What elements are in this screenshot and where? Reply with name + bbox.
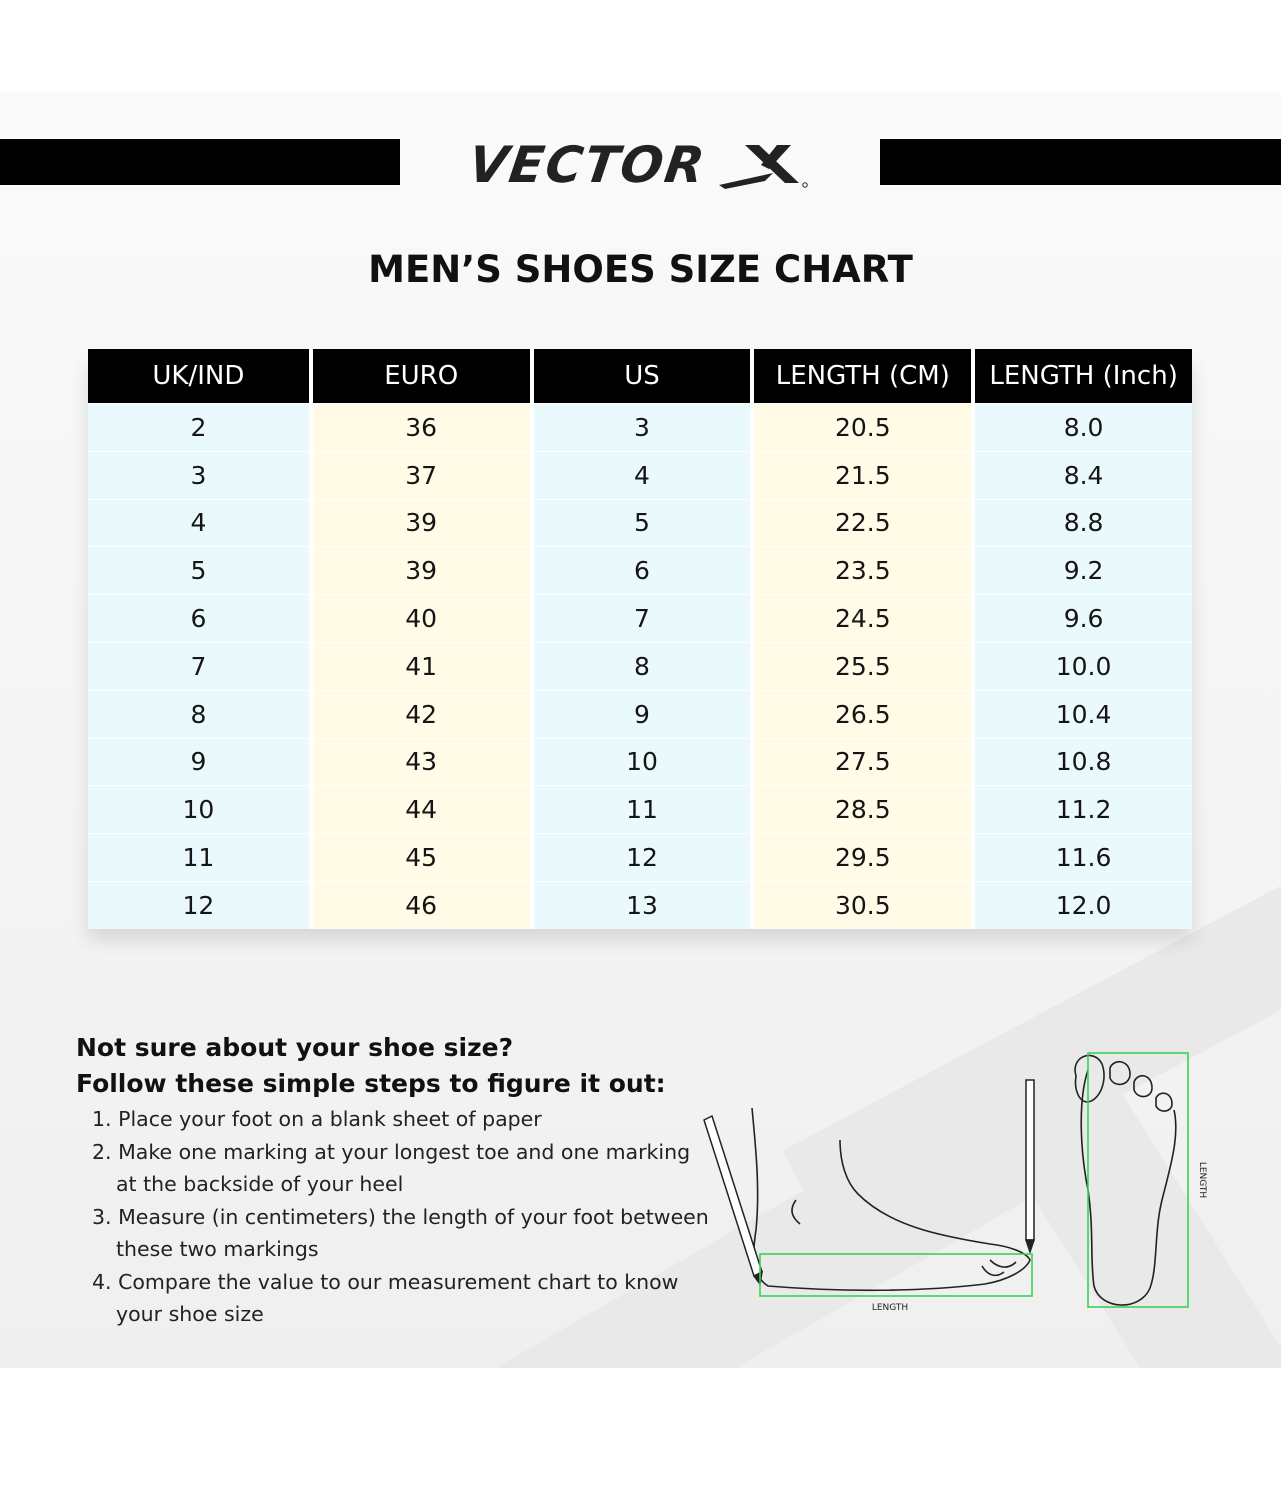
table-row xyxy=(88,738,1192,786)
table-cell: 10.0 xyxy=(971,642,1192,690)
pencil-icon xyxy=(1026,1080,1034,1252)
table-cell: 41 xyxy=(309,642,530,690)
brand-name: VECTOR xyxy=(464,136,710,194)
table-cell: 42 xyxy=(309,690,530,738)
table-cell: 8 xyxy=(530,642,751,690)
table-header-row xyxy=(88,349,1192,403)
table-cell: 9 xyxy=(88,738,309,786)
table-cell: 21.5 xyxy=(750,451,971,499)
guide-heading-line: Follow these simple steps to figure it out: xyxy=(76,1069,666,1098)
table-cell: 28.5 xyxy=(750,785,971,833)
table-cell: 29.5 xyxy=(750,833,971,881)
table-cell: 27.5 xyxy=(750,738,971,786)
table-cell: 9.6 xyxy=(971,594,1192,642)
table-cell: 25.5 xyxy=(750,642,971,690)
table-cell: 26.5 xyxy=(750,690,971,738)
guide-steps-list xyxy=(92,1103,712,1331)
table-cell: 7 xyxy=(530,594,751,642)
brand-bar-left xyxy=(0,139,400,185)
table-cell: 13 xyxy=(530,881,751,929)
table-cell: 10.4 xyxy=(971,690,1192,738)
table-cell: 8.0 xyxy=(971,403,1192,451)
table-cell: 46 xyxy=(309,881,530,929)
table-row xyxy=(88,451,1192,499)
table-cell: 10 xyxy=(530,738,751,786)
table-cell: 2 xyxy=(88,403,309,451)
column-header: LENGTH (Inch) xyxy=(971,349,1192,403)
table-cell: 11.2 xyxy=(971,785,1192,833)
table-cell: 5 xyxy=(530,499,751,547)
table-cell: 10 xyxy=(88,785,309,833)
guide-step: 4. Compare the value to our measurement chart to know your shoe size xyxy=(92,1269,679,1326)
table-cell: 22.5 xyxy=(750,499,971,547)
foot-measurement-illustration xyxy=(690,1040,1210,1330)
table-cell: 37 xyxy=(309,451,530,499)
table-row xyxy=(88,546,1192,594)
column-header: US xyxy=(530,349,751,403)
table-row xyxy=(88,785,1192,833)
column-header: UK/IND xyxy=(88,349,309,403)
brand-bar-right xyxy=(880,139,1281,185)
table-cell: 11.6 xyxy=(971,833,1192,881)
table-cell: 4 xyxy=(88,499,309,547)
guide-step: 1. Place your foot on a blank sheet of paper xyxy=(92,1107,542,1131)
table-cell: 12 xyxy=(530,833,751,881)
table-cell: 11 xyxy=(530,785,751,833)
table-row xyxy=(88,642,1192,690)
table-row xyxy=(88,594,1192,642)
length-label-side: LENGTH xyxy=(871,1303,909,1313)
table-cell: 4 xyxy=(530,451,751,499)
table-cell: 10.8 xyxy=(971,738,1192,786)
table-cell: 23.5 xyxy=(750,546,971,594)
page-title: MEN’S SHOES SIZE CHART xyxy=(368,248,913,291)
column-header: LENGTH (CM) xyxy=(750,349,971,403)
table-cell: 3 xyxy=(530,403,751,451)
top-foot-icon xyxy=(1075,1055,1176,1305)
table-cell: 12.0 xyxy=(971,881,1192,929)
table-cell: 43 xyxy=(309,738,530,786)
table-cell: 7 xyxy=(88,642,309,690)
guide-step: 3. Measure (in centimeters) the length of your foot between these two markings xyxy=(92,1204,709,1261)
table-cell: 39 xyxy=(309,499,530,547)
table-row xyxy=(88,403,1192,451)
brand-logo xyxy=(430,130,850,200)
table-cell: 9 xyxy=(530,690,751,738)
table-cell: 8.8 xyxy=(971,499,1192,547)
table-cell: 44 xyxy=(309,785,530,833)
table-row xyxy=(88,690,1192,738)
table-cell: 12 xyxy=(88,881,309,929)
table-cell: 36 xyxy=(309,403,530,451)
guide-heading xyxy=(76,1030,666,1102)
size-chart-table xyxy=(88,349,1192,924)
length-label-top: LENGTH xyxy=(1197,1161,1207,1199)
column-header: EURO xyxy=(309,349,530,403)
side-foot-icon xyxy=(752,1108,1030,1290)
table-row xyxy=(88,881,1192,929)
length-box-top xyxy=(1088,1053,1188,1307)
table-cell: 8 xyxy=(88,690,309,738)
table-cell: 9.2 xyxy=(971,546,1192,594)
guide-step: 2. Make one marking at your longest toe and one marking at the backside of your heel xyxy=(92,1139,691,1196)
guide-heading-line: Not sure about your shoe size? xyxy=(76,1033,514,1062)
table-cell: 24.5 xyxy=(750,594,971,642)
pencil-icon xyxy=(704,1116,762,1284)
table-cell: 11 xyxy=(88,833,309,881)
table-cell: 6 xyxy=(88,594,309,642)
table-cell: 39 xyxy=(309,546,530,594)
table-cell: 30.5 xyxy=(750,881,971,929)
table-cell: 40 xyxy=(309,594,530,642)
table-cell: 3 xyxy=(88,451,309,499)
table-row xyxy=(88,499,1192,547)
table-row xyxy=(88,833,1192,881)
table-cell: 20.5 xyxy=(750,403,971,451)
table-cell: 8.4 xyxy=(971,451,1192,499)
table-cell: 45 xyxy=(309,833,530,881)
x-swoosh-logo-icon xyxy=(715,139,811,191)
table-cell: 6 xyxy=(530,546,751,594)
table-cell: 5 xyxy=(88,546,309,594)
